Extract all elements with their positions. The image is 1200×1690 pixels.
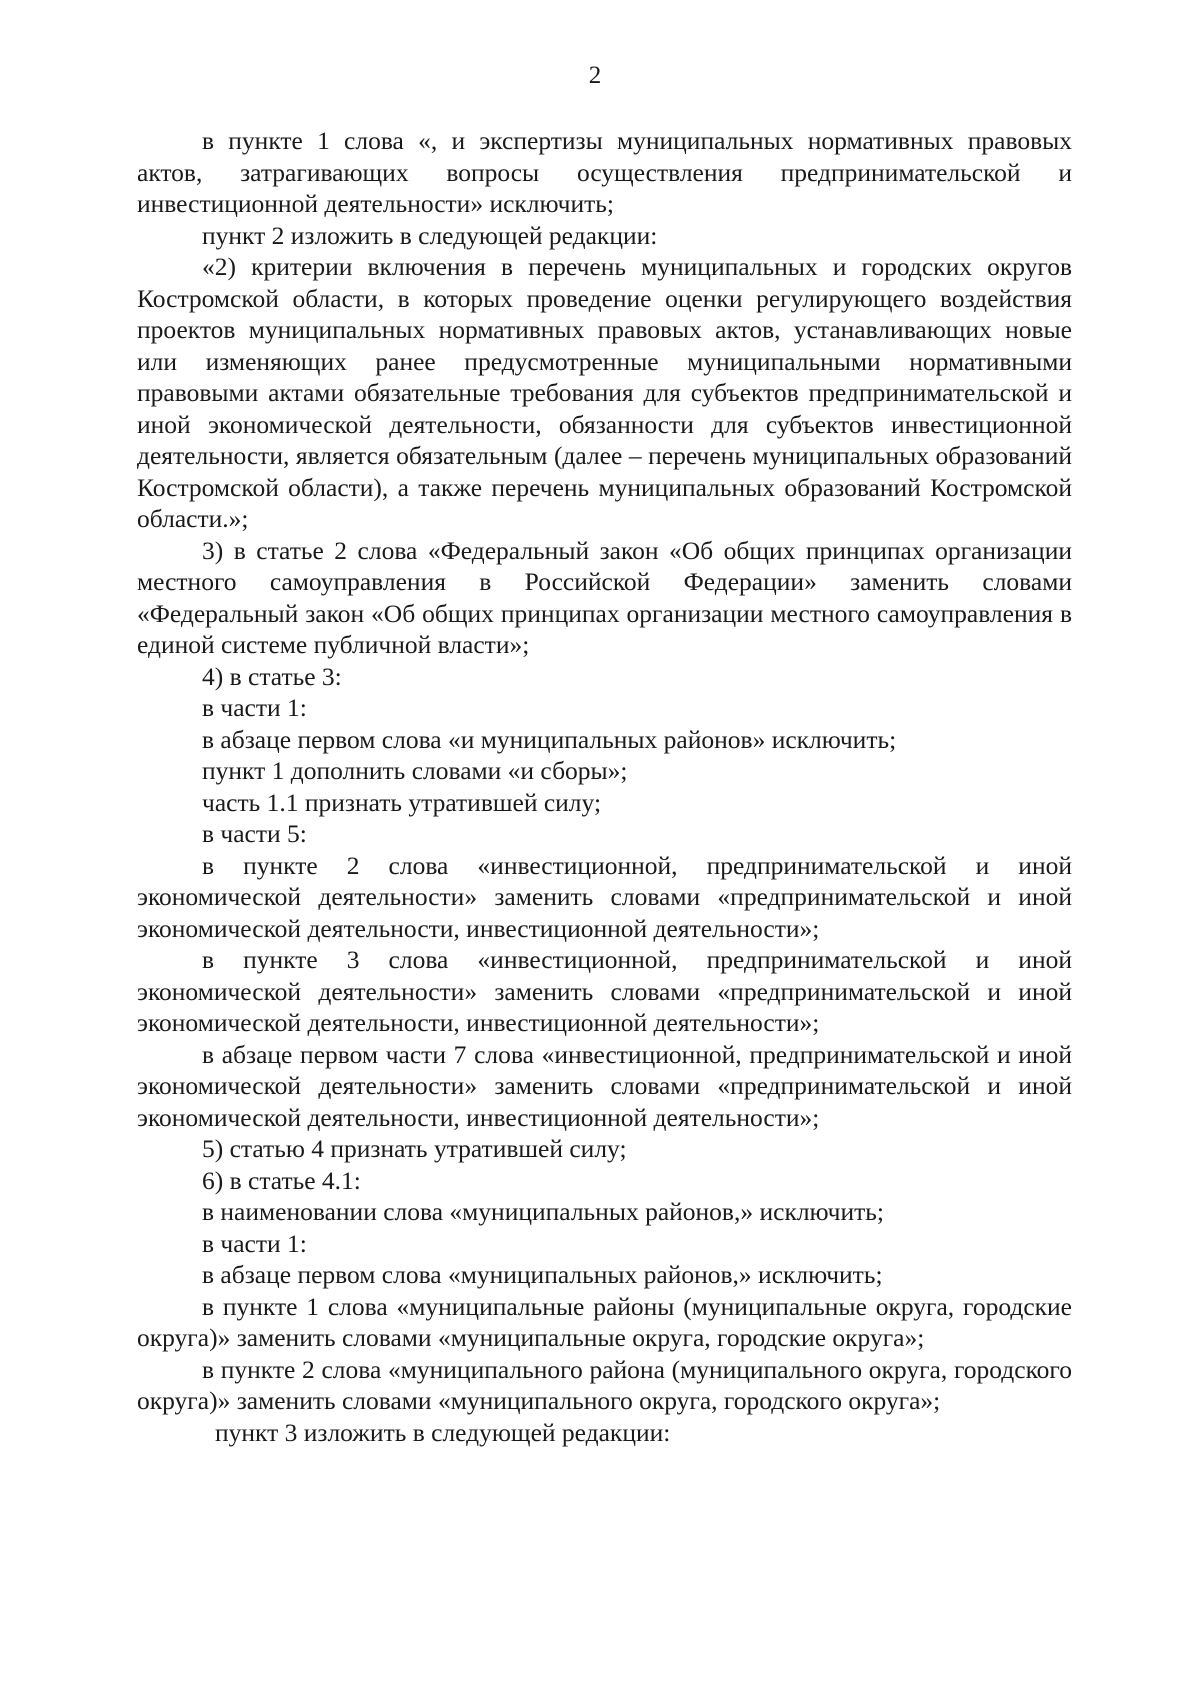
paragraph: в абзаце первом слова «муниципальных районов,» исключить; bbox=[202, 1260, 883, 1289]
paragraph: в части 1: bbox=[202, 1228, 307, 1258]
paragraph: в части 1: bbox=[202, 693, 307, 722]
paragraph: в пункте 1 слова «, и экспертизы муниципальных нормативных правовых актов, затрагивающих вопросы осуществления предпринимательской и инвестиционной деятельности» исключить; bbox=[137, 126, 1072, 218]
paragraph: в абзаце первом части 7 слова «инвестиционной, предпринимательской и иной экономической деятельности» заменить словами «предпринимательской и иной экономической деятельности, инвестиционной деятельности»; bbox=[137, 1039, 1072, 1132]
document-body bbox=[137, 125, 1072, 1448]
paragraph: в пункте 1 слова «муниципальные районы (муниципальные округа, городские округа)» заменить словами «муниципальные округа, городские округа»; bbox=[137, 1291, 1072, 1352]
paragraph: 4) в статье 3: bbox=[202, 661, 342, 691]
paragraph: в абзаце первом слова «и муниципальных районов» исключить; bbox=[202, 724, 897, 754]
paragraph: пункт 2 изложить в следующей редакции: bbox=[202, 220, 658, 250]
paragraph: пункт 1 дополнить словами «и сборы»; bbox=[202, 756, 628, 785]
paragraph: часть 1.1 признать утратившей силу; bbox=[202, 787, 602, 817]
paragraph: пункт 3 изложить в следующей редакции: bbox=[215, 1417, 671, 1447]
paragraph: 5) статью 4 признать утратившей силу; bbox=[202, 1134, 627, 1163]
paragraph: в части 5: bbox=[202, 819, 307, 848]
paragraph: в пункте 2 слова «муниципального района (муниципального округа, городского округа)» заменить словами «муниципального округа, городского округа»; bbox=[137, 1354, 1072, 1415]
paragraph: 3) в статье 2 слова «Федеральный закон «Об общих принципах организации местного самоуправления в Российской Федерации» заменить словами «Федеральный закон «Об общих принципах организации местного самоуправления в единой системе публичной власти»; bbox=[137, 535, 1072, 659]
page-number: 2 bbox=[588, 62, 602, 89]
paragraph: «2) критерии включения в перечень муниципальных и городских округов Костромской области, в которых проведение оценки регулирующего воздействия проектов муниципальных нормативных правовых актов, устанавливающих новые или изменяющих ранее предусмотренные муниципальными нормативными правовыми актами обязательные требования для субъектов предпринимательской и иной экономической деятельности, обязанности для субъектов инвестиционной деятельности, является обязательным (далее – перечень муниципальных образований Костромской области), а также перечень муниципальных образований Костромской области.»; bbox=[137, 252, 1072, 533]
paragraph: в пункте 2 слова «инвестиционной, предпринимательской и иной экономической деятельности» заменить словами «предпринимательской и иной экономической деятельности, инвестиционной деятельности»; bbox=[137, 850, 1072, 943]
paragraph: в пункте 3 слова «инвестиционной, предпринимательской и иной экономической деятельности» заменить словами «предпринимательской и иной экономической деятельности, инвестиционной деятельности»; bbox=[137, 945, 1072, 1037]
paragraph: в наименовании слова «муниципальных районов,» исключить; bbox=[202, 1197, 884, 1226]
paragraph: 6) в статье 4.1: bbox=[202, 1165, 361, 1195]
